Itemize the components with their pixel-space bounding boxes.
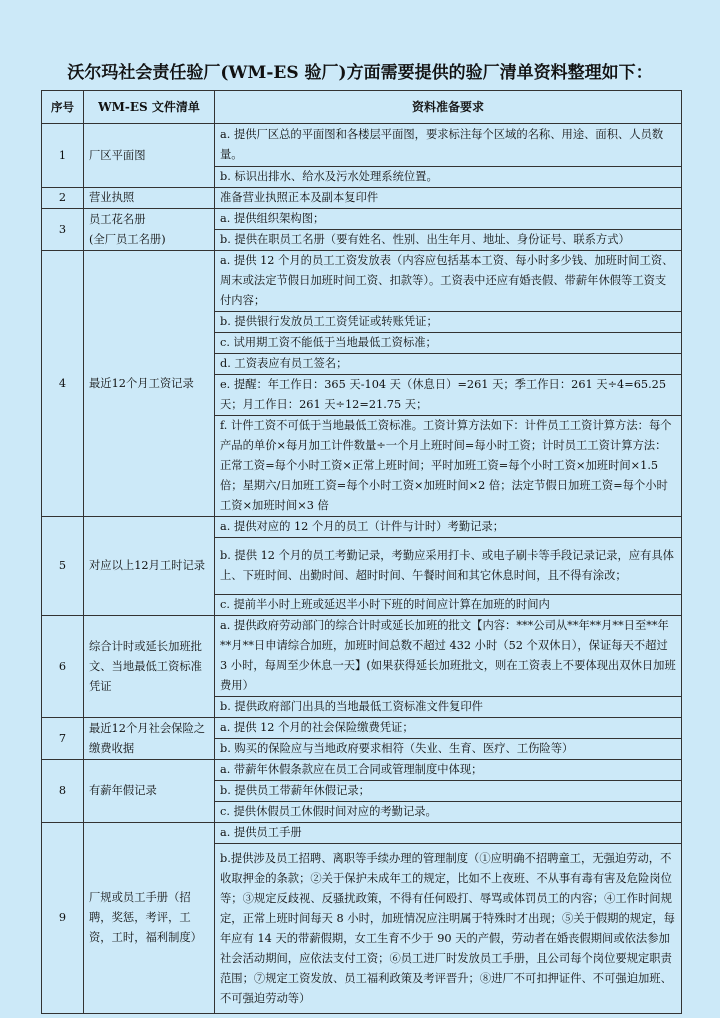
requirement-item: a. 提供员工手册 [215, 823, 682, 844]
requirement-item: b. 提供员工带薪年休假记录； [215, 781, 682, 802]
requirement-item: a. 提供 12 个月的社会保险缴费凭证； [215, 718, 682, 739]
document-name: 厂区平面图 [84, 124, 215, 188]
table-row [42, 251, 682, 312]
row-number: 1 [42, 124, 84, 188]
header-requirements: 资料准备要求 [215, 91, 682, 124]
requirement-item: b. 标识出排水、给水及污水处理系统位置。 [215, 167, 682, 188]
table-row [42, 823, 682, 844]
requirement-item: b. 提供 12 个月的员工考勤记录，考勤应采用打卡、或电子刷卡等手段记录记录，应有具体上、下班时间、出勤时间、超时时间、午餐时间和其它休息时间，且不得有涂改； [215, 538, 682, 595]
requirement-item: d. 工资表应有员工签名； [215, 354, 682, 375]
document-name: 厂规或员工手册（招聘，奖惩，考评，工资，工时，福利制度） [84, 823, 215, 1014]
row-number: 8 [42, 760, 84, 823]
requirement-item: b. 提供银行发放员工工资凭证或转账凭证； [215, 312, 682, 333]
requirement-item: b.提供涉及员工招聘、离职等手续办理的管理制度（①应明确不招聘童工，无强迫劳动，不收取押金的条款；②关于保护未成年工的规定，比如不上夜班、不从事有毒有害及危险岗位等；③规定反歧视、反骚扰政策，不得有任何殴打、辱骂或体罚员工的内容；④工作时间规定，正常上班时间每天 8 小时，加班情况应注明属于特殊时才出现；⑤关于假期的规定，每年应有 14 天的带薪假期，女工生育不少于 90 天的产假，劳动者在婚丧假期间或依法参加社会活动期间，应依法支付工资；⑥员工进厂时发放员工手册，且公司每个岗位要规定职责范围；⑦规定工资发放、员工福利政策及考评晋升；⑧进厂不可扣押证件、不可强迫加班、不可强迫劳动等） [215, 844, 682, 1014]
requirement-item: a. 提供政府劳动部门的综合计时或延长加班的批文【内容：***公司从**年**月**日至**年**月**日申请综合加班，加班时间总数不超过 432 小时（52 个双休日），保证每天不超过 3 小时，每周至少休息一天】(如果获得延长加班批文，则在工资表上不要体现出双休日加班费用） [215, 616, 682, 697]
requirement-item: e. 提醒：年工作日：365 天-104 天（休息日）=261 天；季工作日：261 天÷4=65.25 天；月工作日：261 天÷12=21.75 天； [215, 375, 682, 416]
requirement-item: c. 试用期工资不能低于当地最低工资标准； [215, 333, 682, 354]
table-row [42, 124, 682, 167]
document-name: 最近12个月社会保险之缴费收据 [84, 718, 215, 760]
requirement-item: a. 带薪年休假条款应在员工合同或管理制度中体现； [215, 760, 682, 781]
row-number: 3 [42, 209, 84, 251]
row-number: 7 [42, 718, 84, 760]
table-row [42, 718, 682, 739]
requirement-item: f. 计件工资不可低于当地最低工资标准。工资计算方法如下：计件员工工资计算方法：每个产品的单价×每月加工计件数量÷一个月上班时间=每小时工资；计时员工工资计算方法：正常工资=每个小时工资×正常上班时间；平时加班工资=每个小时工资×加班时间×1.5 倍；星期六/日加班工资=每个小时工资×加班时间×2 倍；法定节假日加班工资=每个小时工资×加班时间×3 倍 [215, 416, 682, 517]
header-document-list: WM-ES 文件清单 [84, 91, 215, 124]
table-body [42, 124, 682, 1014]
document-name: 最近12个月工资记录 [84, 251, 215, 517]
page-title: 沃尔玛社会责任验厂(WM-ES 验厂)方面需要提供的验厂清单资料整理如下： [67, 63, 653, 83]
requirement-item: a. 提供 12 个月的员工工资发放表（内容应包括基本工资、每小时多少钱、加班时间工资、周末或法定节假日加班时间工资、扣款等）。工资表中还应有婚丧假、带薪年休假等工资支付内容； [215, 251, 682, 312]
document-name: 对应以上12月工时记录 [84, 517, 215, 616]
requirement-item: b. 提供政府部门出具的当地最低工资标准文件复印件 [215, 697, 682, 718]
requirement-item: a. 提供厂区总的平面图和各楼层平面图，要求标注每个区域的名称、用途、面积、人员数量。 [215, 124, 682, 167]
table-row [42, 188, 682, 209]
row-number: 9 [42, 823, 84, 1014]
table-header-row [42, 91, 682, 124]
row-number: 4 [42, 251, 84, 517]
header-number: 序号 [42, 91, 84, 124]
audit-checklist-table [41, 90, 682, 1014]
requirement-item: 准备营业执照正本及副本复印件 [215, 188, 682, 209]
requirement-item: b. 提供在职员工名册（要有姓名、性别、出生年月、地址、身份证号、联系方式） [215, 230, 682, 251]
row-number: 6 [42, 616, 84, 718]
document-name: 员工花名册 (全厂员工名册) [84, 209, 215, 251]
requirement-item: a. 提供对应的 12 个月的员工（计件与计时）考勤记录； [215, 517, 682, 538]
requirement-item: a. 提供组织架构图； [215, 209, 682, 230]
table-row [42, 209, 682, 230]
requirement-item: c. 提供休假员工休假时间对应的考勤记录。 [215, 802, 682, 823]
row-number: 2 [42, 188, 84, 209]
requirement-item: c. 提前半小时上班或延迟半小时下班的时间应计算在加班的时间内 [215, 595, 682, 616]
document-name: 营业执照 [84, 188, 215, 209]
table-row [42, 517, 682, 538]
row-number: 5 [42, 517, 84, 616]
table-row [42, 616, 682, 697]
document-name: 有薪年假记录 [84, 760, 215, 823]
requirement-item: b. 购买的保险应与当地政府要求相符（失业、生育、医疗、工伤险等） [215, 739, 682, 760]
table-row [42, 760, 682, 781]
document-name: 综合计时或延长加班批文、当地最低工资标准凭证 [84, 616, 215, 718]
